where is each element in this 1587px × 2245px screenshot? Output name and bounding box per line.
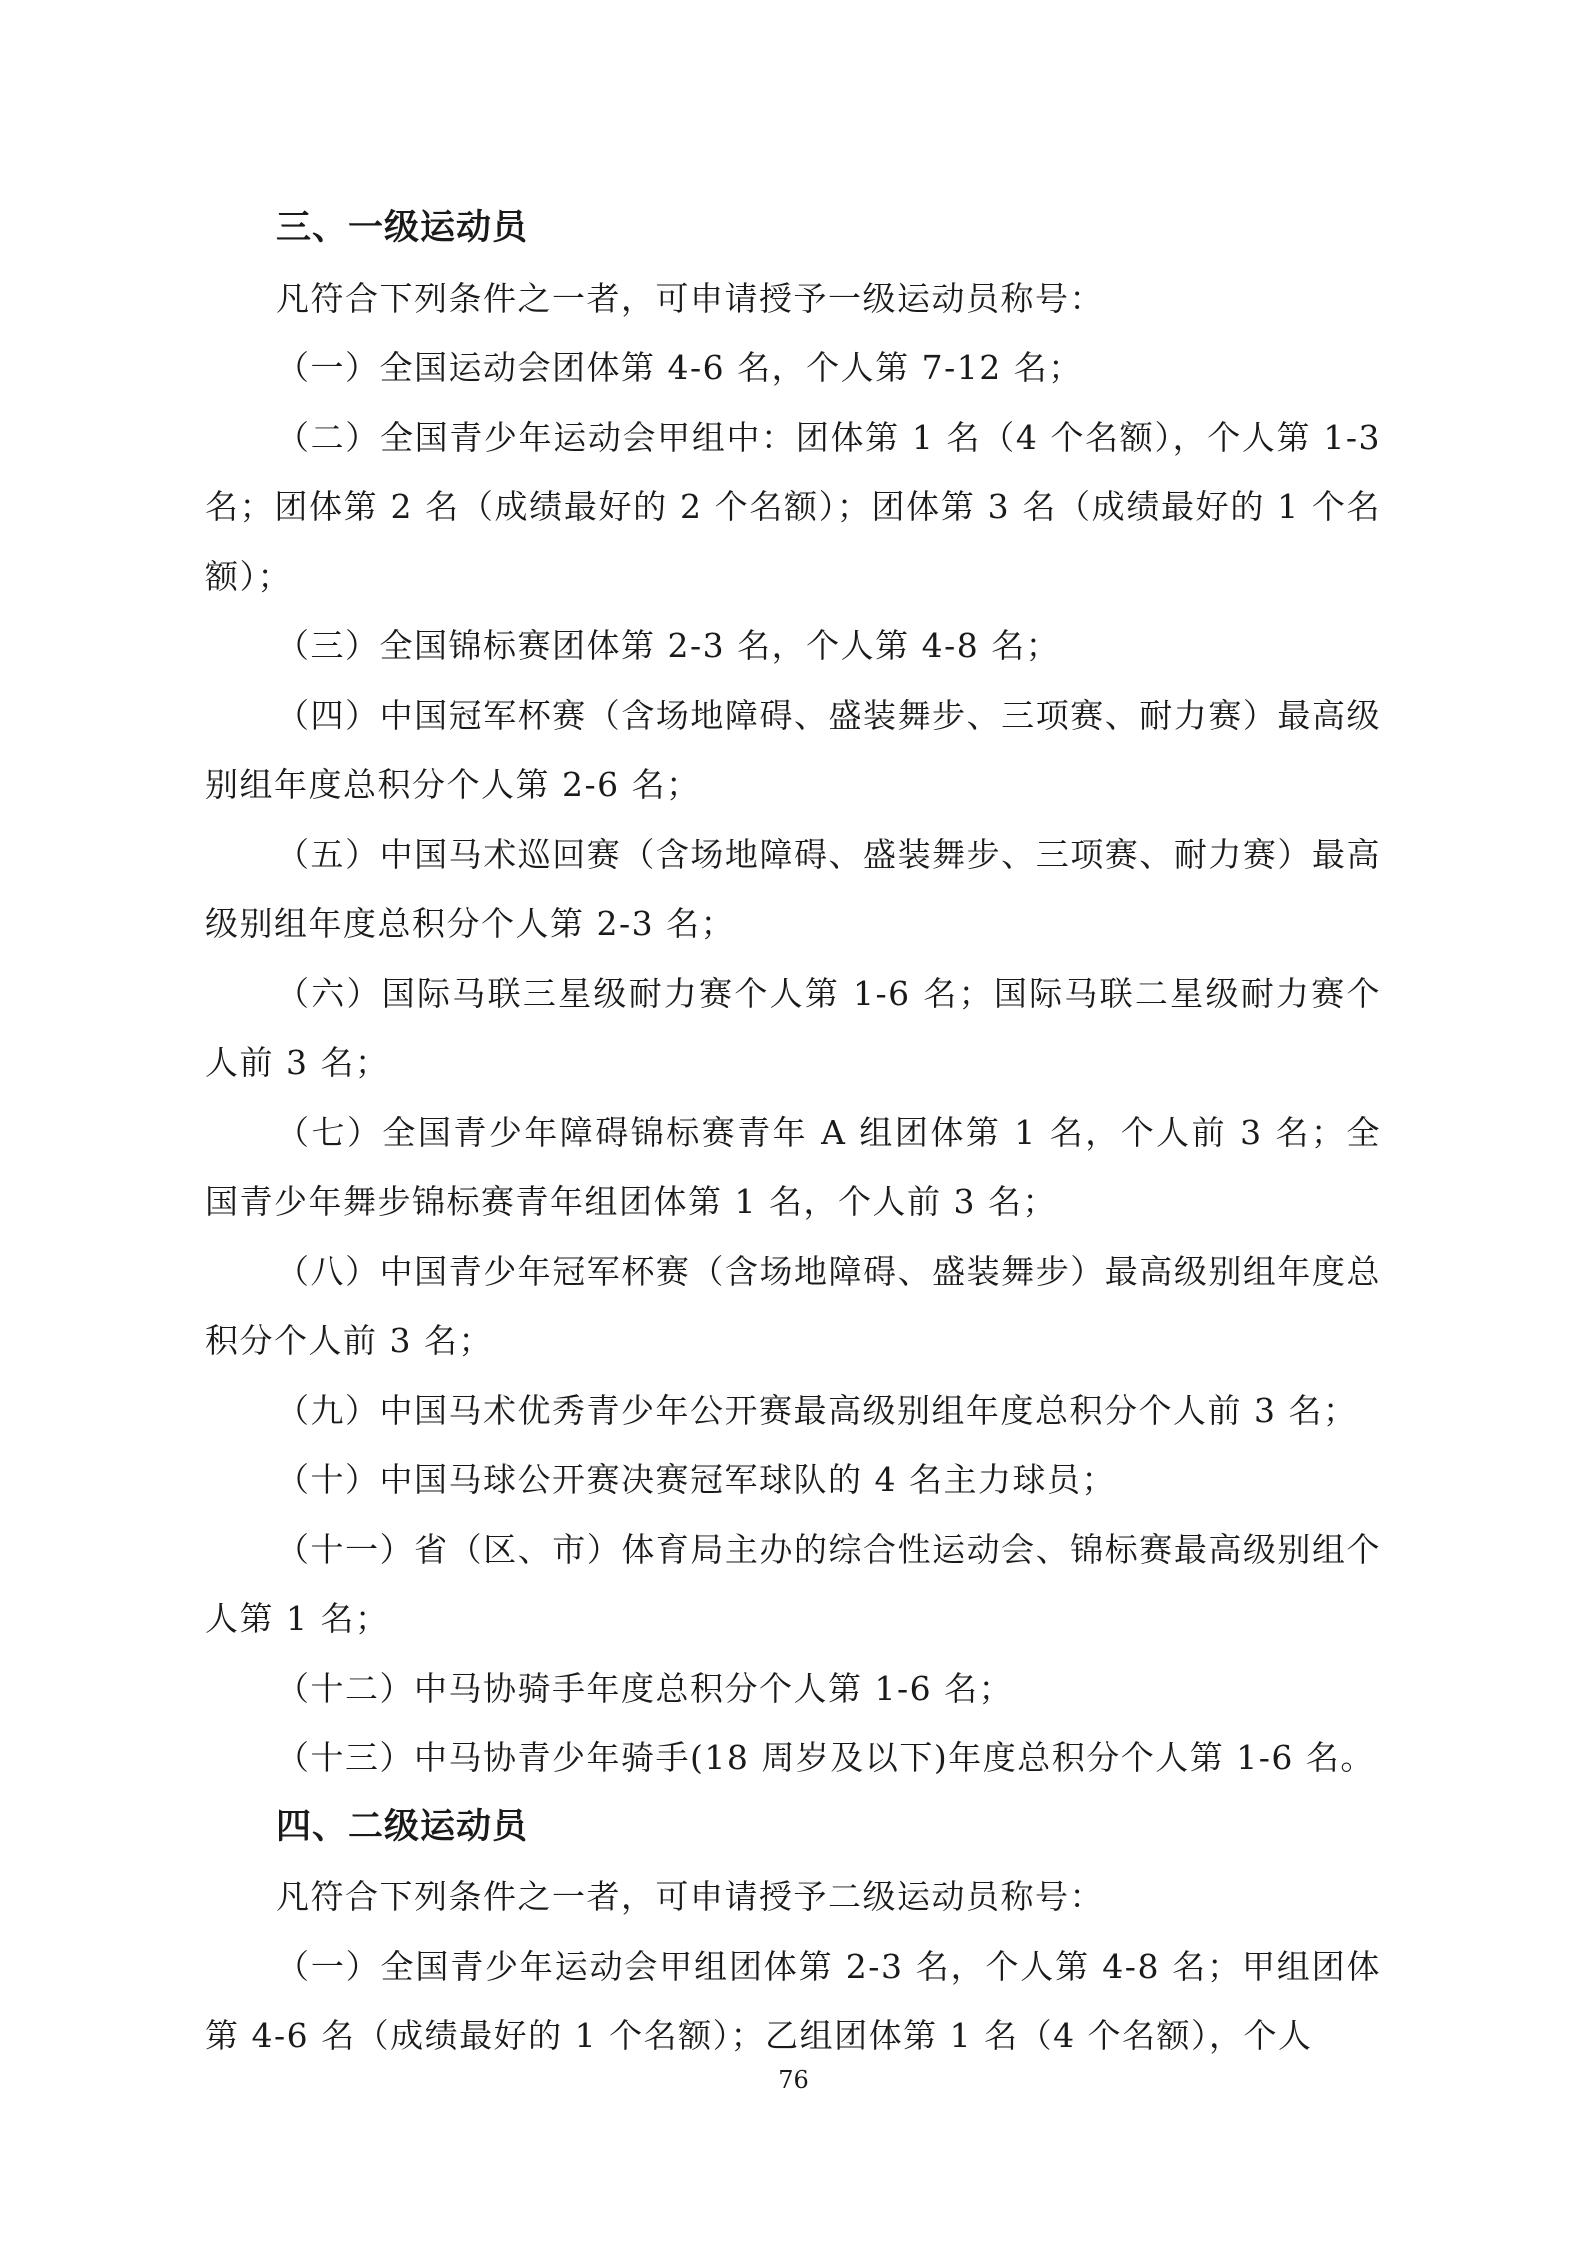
section-intro-second-class: 凡符合下列条件之一者，可申请授予二级运动员称号： xyxy=(276,1877,1104,1916)
page-body xyxy=(205,194,1381,2071)
list-item: （一）全国运动会团体第 4-6 名，个人第 7-12 名； xyxy=(276,348,1083,387)
list-item: （八）中国青少年冠军杯赛（含场地障碍、盛装舞步）最高级别组年度总积分个人前 3 名； xyxy=(205,1251,1381,1360)
list-item: （七）全国青少年障碍锦标赛青年 A 组团体第 1 名，个人前 3 名；全国青少年舞步锦标赛青年组团体第 1 名，个人前 3 名； xyxy=(205,1112,1381,1221)
list-item: （三）全国锦标赛团体第 2-3 名，个人第 4-8 名； xyxy=(276,626,1061,665)
list-item: （六）国际马联三星级耐力赛个人第 1-6 名；国际马联二星级耐力赛个人前 3 名； xyxy=(205,973,1381,1082)
list-item: （十）中国马球公开赛决赛冠军球队的 4 名主力球员； xyxy=(276,1460,1116,1499)
page-number: 76 xyxy=(778,2066,809,2094)
list-item: （五）中国马术巡回赛（含场地障碍、盛装舞步、三项赛、耐力赛）最高级别组年度总积分个人第 2-3 名； xyxy=(205,834,1381,943)
list-item: （四）中国冠军杯赛（含场地障碍、盛装舞步、三项赛、耐力赛）最高级别组年度总积分个人第 2-6 名； xyxy=(205,695,1381,804)
list-item: （十三）中马协青少年骑手(18 周岁及以下)年度总积分个人第 1-6 名。 xyxy=(276,1738,1375,1777)
list-item: （十一）省（区、市）体育局主办的综合性运动会、锦标赛最高级别组个人第 1 名； xyxy=(205,1529,1381,1638)
section-heading-first-class: 三、一级运动员 xyxy=(276,208,529,248)
list-item: （十二）中马协骑手年度总积分个人第 1-6 名； xyxy=(276,1668,1014,1708)
list-item: （一）全国青少年运动会甲组团体第 2-3 名，个人第 4-8 名；甲组团体第 4-6 名（成绩最好的 1 个名额）；乙组团体第 1 名（4 个名额），个人 xyxy=(205,1946,1381,2055)
list-item: （二）全国青少年运动会甲组中：团体第 1 名（4 个名额），个人第 1-3 名；团体第 2 名（成绩最好的 2 个名额）；团体第 3 名（成绩最好的 1 个名额）； xyxy=(205,417,1381,596)
section-heading-second-class: 四、二级运动员 xyxy=(276,1806,529,1847)
section-intro-first-class: 凡符合下列条件之一者，可申请授予一级运动员称号： xyxy=(276,278,1104,318)
list-item: （九）中国马术优秀青少年公开赛最高级别组年度总积分个人前 3 名； xyxy=(276,1390,1358,1430)
